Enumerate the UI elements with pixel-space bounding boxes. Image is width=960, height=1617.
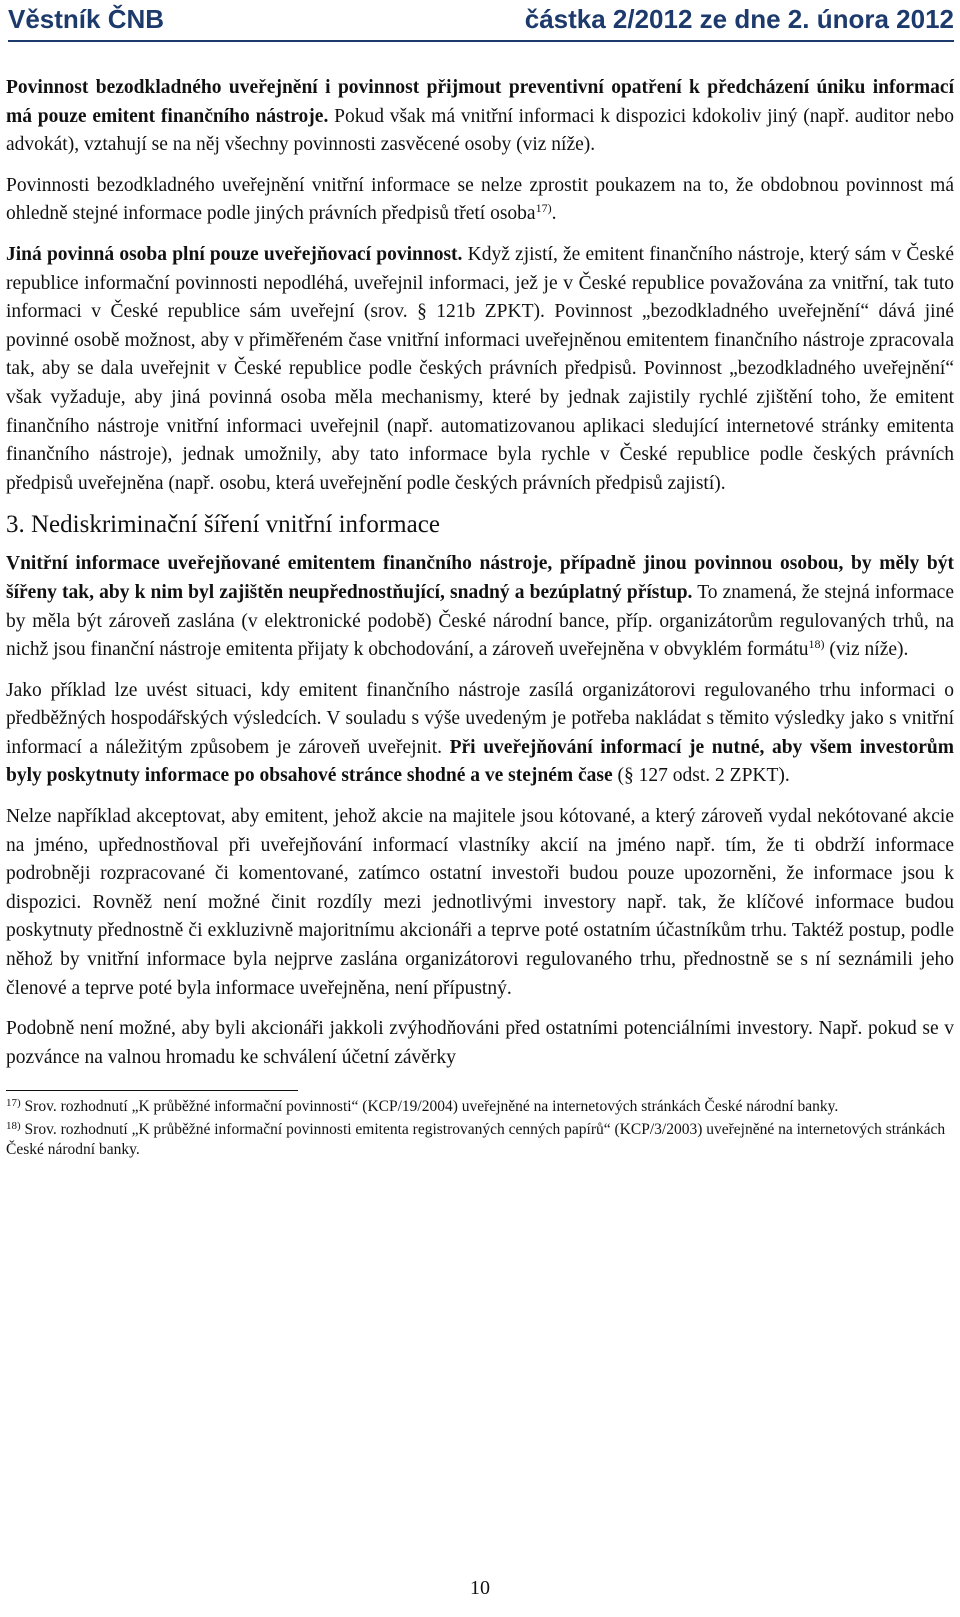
paragraph-4-bold: Vnitřní informace uveřejňované emitentem finančního nástroje, případně jinou povinnou osobou, by měly být šířeny tak, aby k nim byl zajištěn neupřednostňující, snadný a bezúplatný přístup. <box>6 553 954 603</box>
paragraph-5-bold: Při uveřejňování informací je nutné, aby všem investorům byly poskytnuty informace po obsahové stránce shodné a ve stejném čase <box>6 736 954 787</box>
footnote-17 <box>6 1097 954 1118</box>
footnote-18-text: Srov. rozhodnutí „K průběžné informační povinnosti emitenta registrovaných cenných papírů“ (KCP/3/2003) uveřejněné na internetových stránkách České národní banky. <box>6 1120 946 1159</box>
paragraph-4-tail: (viz níže). <box>824 639 909 661</box>
footnote-17-number: 17) <box>6 1097 21 1110</box>
paragraph-1 <box>6 74 954 160</box>
issue-info: částka 2/2012 ze dne 2. února 2012 <box>524 4 954 34</box>
journal-title: Věstník ČNB <box>8 4 165 34</box>
paragraph-2 <box>6 172 954 229</box>
paragraph-4-text: To znamená, že stejná informace by měla být zároveň zaslána (v elektronické podobě) České národní bance, příp. organizátorům regulovaných trhů, na nichž jsou finanční nástroje emitenta přijaty k obchodování, a zároveň uveřejněna v obvyklém formátu <box>6 581 954 661</box>
footnote-18-number: 18) <box>6 1119 21 1132</box>
paragraph-1-text: Pokud však má vnitřní informaci k dispozici kdokoliv jiný (např. auditor nebo advokát), vztahují se na něj všechny povinnosti zasvěcené osoby (viz níže). <box>6 105 954 156</box>
footnote-ref-17[interactable]: 17) <box>535 201 552 216</box>
page-number: 10 <box>470 1577 490 1599</box>
paragraph-2-text: Povinnosti bezodkladného uveřejnění vnitřní informace se nelze zprostit poukazem na to, že obdobnou povinnost má ohledně stejné informace podle jiných právních předpisů třetí osoba <box>6 174 954 225</box>
footnote-18 <box>6 1120 954 1161</box>
paragraph-5 <box>6 677 954 791</box>
paragraph-3 <box>6 241 954 498</box>
paragraph-3-bold: Jiná povinná osoba plní pouze uveřejňovací povinnost. <box>6 243 463 265</box>
paragraph-1-bold: Povinnost bezodkladného uveřejnění i povinnost přijmout preventivní opatření k předcházení úniku informací má pouze emitent finančního nástroje. <box>6 77 954 127</box>
paragraph-4 <box>6 550 954 664</box>
paragraph-2-tail: . <box>551 203 557 225</box>
document-body <box>6 74 954 1163</box>
page-header <box>8 4 954 42</box>
footnote-divider <box>6 1090 298 1091</box>
paragraph-6: Nelze například akceptovat, aby emitent, jehož akcie na majitele jsou kótované, a který zároveň vydal nekótované akcie na jméno, upřednostňoval při uveřejňování informací vlastníky akcií na jméno např. tím, že ti obdrží informace podrobněji rozpracované či komentované, zatímco ostatní investoři budou pouze upozorněni, že informace jsou k dispozici. Rovněž není možné činit rozdíly mezi jednotlivými investory např. tak, že klíčové informace budou poskytnuty přednostně či exkluzivně majoritnímu akcionáři a teprve poté ostatním účastníkům trhu. Taktéž postup, podle něhož by vnitřní informace byla nejprve zaslána organizátorovi regulovaného trhu, přednostně se s ní seznámili jeho členové a teprve poté byla informace uveřejněna, není přípustný. <box>6 806 954 999</box>
footnote-17-text: Srov. rozhodnutí „K průběžné informační povinnosti“ (KCP/19/2004) uveřejněné na internetových stránkách České národní banky. <box>20 1098 839 1116</box>
paragraph-5-text: Jako příklad lze uvést situaci, kdy emitent finančního nástroje zasílá organizátorovi regulovaného trhu informaci o předběžných hospodářských výsledcích. V souladu s výše uvedeným je potřeba nakládat s těmito výsledky jako s vnitřní informací a náležitým způsobem je zároveň uveřejnit. <box>6 679 954 758</box>
footnote-ref-18[interactable]: 18) <box>808 637 825 652</box>
section-heading: 3. Nediskriminační šíření vnitřní informace <box>6 511 440 539</box>
paragraph-7: Podobně není možné, aby byli akcionáři jakkoli zvýhodňováni před ostatními potenciálními investory. Např. pokud se v pozvánce na valnou hromadu ke schválení účetní závěrky <box>6 1018 954 1068</box>
paragraph-5-tail: (§ 127 odst. 2 ZPKT). <box>612 765 790 787</box>
paragraph-3-text: Když zjistí, že emitent finančního nástroje, který sám v České republice informační povinnosti nepodléhá, uveřejnil informaci, jež je v České republice považována za vnitřní, tak tuto informaci v České republice sám uveřejní (srov. § 121b ZPKT). Povinnost „bezodkladného uveřejnění“ dává jiné povinné osobě možnost, aby v přiměřeném čase vnitřní informaci uveřejněnou emitentem finančního nástroje zpracovala tak, aby se dala uveřejnit v České republice podle českých právních předpisů. Povinnost „bezodkladného uveřejnění“ však vyžaduje, aby jiná povinná osoba měla mechanismy, které by jednak zajistily rychlé zjištění toho, že emitent finančního nástroje vnitřní informaci uveřejnil (např. automatizovanou aplikaci sledující internetové stránky emitenta finančního nástroje), jednak umožnily, aby tato informace byla rychle v České republice podle českých právních předpisů uveřejněna (např. osobu, která uveřejnění podle českých právních předpisů zajistí). <box>6 243 954 494</box>
